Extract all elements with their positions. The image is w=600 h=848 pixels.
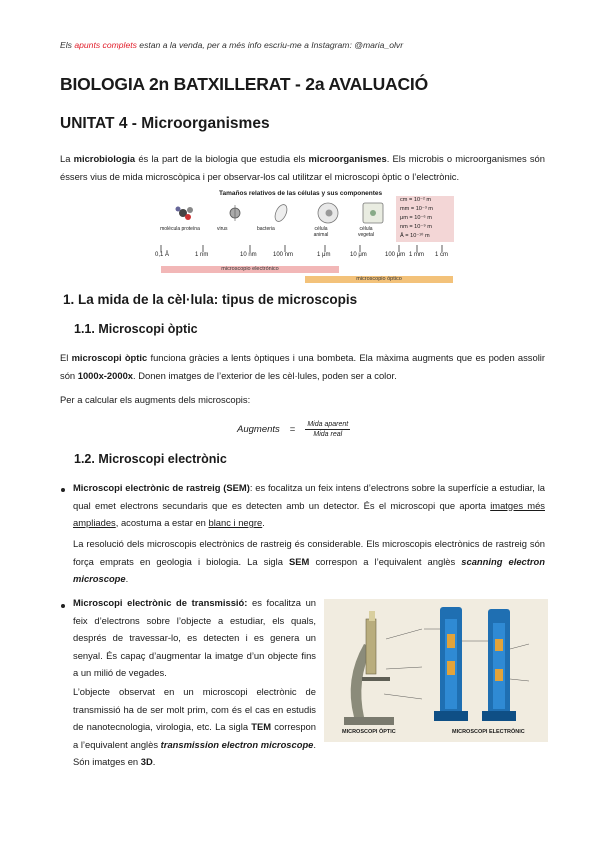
tem-details-paragraph: L’objecte observat en un microscopi electrònic de transmissió ha de ser molt prim, com és el cas en estudis de nanotecnologia, virologia, etc. La sigla TEM correspon a l’equivalent anglès transmission electron microscope. Són imatges en 3D. — [73, 686, 317, 767]
axis-tick-label: 1 mm — [409, 252, 424, 258]
bullet-icon — [61, 488, 65, 492]
optic-microscope-paragraph: El microscopi òptic funciona gràcies a lents òptiques i una bombeta. Ela màxima augments que es poden assolir són 1000x-2000x. Donen imatges de l’exterior de les cèl·lules, poden ser a color. — [60, 352, 545, 381]
sale-note: Els apunts complets estan a la venda, per a més info escriu-me a Instagram: @maria_olvr — [60, 40, 404, 50]
augments-intro: Per a calcular els augments dels microscopis: — [60, 394, 251, 405]
sem-resolution-paragraph: La resolució dels microscopis electrònics de rastreig és considerable. Els microscopis electrònics de rastreig són força emprats en geologia i biologia. La sigla SEM correspon a l’equivalent anglès scanning electron microscope. — [73, 538, 545, 584]
sale-note-highlight: apunts complets — [74, 40, 137, 50]
axis-tick-label: 0,1 Å — [155, 252, 170, 258]
electron-microscope-label: MICROSCOPI ELECTRÒNIC — [452, 729, 525, 735]
formula-lhs: Augments — [237, 424, 280, 435]
bullet-icon — [61, 604, 65, 608]
relative-sizes-figure — [155, 188, 455, 284]
axis-tick-label: 100 nm — [273, 252, 294, 258]
virus-icon — [230, 205, 240, 221]
legend-item: mm = 10⁻³ m — [400, 206, 433, 212]
legend-item: μm = 10⁻⁶ m — [400, 215, 432, 221]
sem-paragraph: Microscopi electrònic de rastreig (SEM): es focalitza un feix intens d’electrons sobre la superfície a estudiar, la qual emet electrons secundaris que es detecten amb un detector. És el microscopi que aporta imatges més ampliades, acostuma a estar en blanc i negre. — [73, 482, 546, 528]
cell-labels — [157, 226, 387, 240]
unit-legend — [396, 196, 454, 242]
intro-paragraph: La microbiologia és la part de la biologia que estudia els microorganismes. Els microbis o microorganismes són éssers vius de mida microscòpica i per observar-los cal utilitzar el microscopi òptic o l’electrònic. — [60, 153, 545, 182]
plant-cell-icon — [363, 203, 383, 223]
section-heading-optic-microscope: 1.1. Microscopi òptic — [74, 322, 198, 336]
section-heading-cell-size: 1. La mida de la cèl·lula: tipus de microscopis — [63, 292, 358, 307]
optic-microscope-range: microscopio óptico — [305, 276, 453, 283]
axis-tick-label: 10 nm — [240, 252, 257, 258]
microscopes-illustration — [324, 599, 548, 742]
legend-item: Å = 10⁻¹⁰ m — [400, 233, 430, 239]
axis-tick-label: 10 μm — [350, 252, 367, 258]
document-title: BIOLOGIA 2n BATXILLERAT - 2a AVALUACIÓ — [60, 74, 429, 94]
electron-microscope-range: microscopio electrónico — [161, 266, 339, 273]
formula-denominator: Mida real — [313, 431, 343, 438]
axis-tick-label: 1 cm — [435, 252, 449, 258]
cell-label: virus — [217, 226, 228, 232]
section-heading-electron-microscope: 1.2. Microscopi electrònic — [74, 452, 227, 466]
bacteria-icon — [273, 203, 290, 224]
cell-label: célula animal — [313, 226, 329, 238]
optic-microscope-label: MICROSCOPI ÒPTIC — [342, 729, 396, 735]
legend-item: cm = 10⁻² m — [400, 197, 432, 203]
protein-molecule-icon — [176, 207, 194, 221]
tem-paragraph: Microscopi electrònic de transmissió: es focalitza un feix d’electrons sobre l’objecte a estudiar, els quals, després de travessar-lo, es detecten i es genera un senyal. És capaç d’augmentar la imatge d’un objecte fins a un milió de vegades. — [73, 597, 316, 678]
unit-title: UNITAT 4 - Microorganismes — [60, 115, 270, 132]
cell-label: bacteria — [257, 226, 275, 232]
axis-tick-label: 1 nm — [195, 252, 209, 258]
cell-label: molécula proteína — [160, 226, 200, 232]
formula-numerator: Mida aparent — [307, 421, 349, 428]
axis-ticks — [155, 242, 455, 252]
legend-item: nm = 10⁻⁹ m — [400, 224, 432, 230]
augments-formula — [237, 421, 350, 438]
axis-tick-label: 1 μm — [317, 252, 331, 258]
axis-tick-label: 100 μm — [385, 252, 406, 258]
figure-title: Tamaños relativos de las células y sus componentes — [219, 190, 383, 197]
animal-cell-icon — [318, 203, 338, 223]
cell-label: célula vegetal — [357, 226, 375, 238]
formula-equals: = — [289, 424, 296, 435]
microscopes-figure — [324, 599, 548, 742]
